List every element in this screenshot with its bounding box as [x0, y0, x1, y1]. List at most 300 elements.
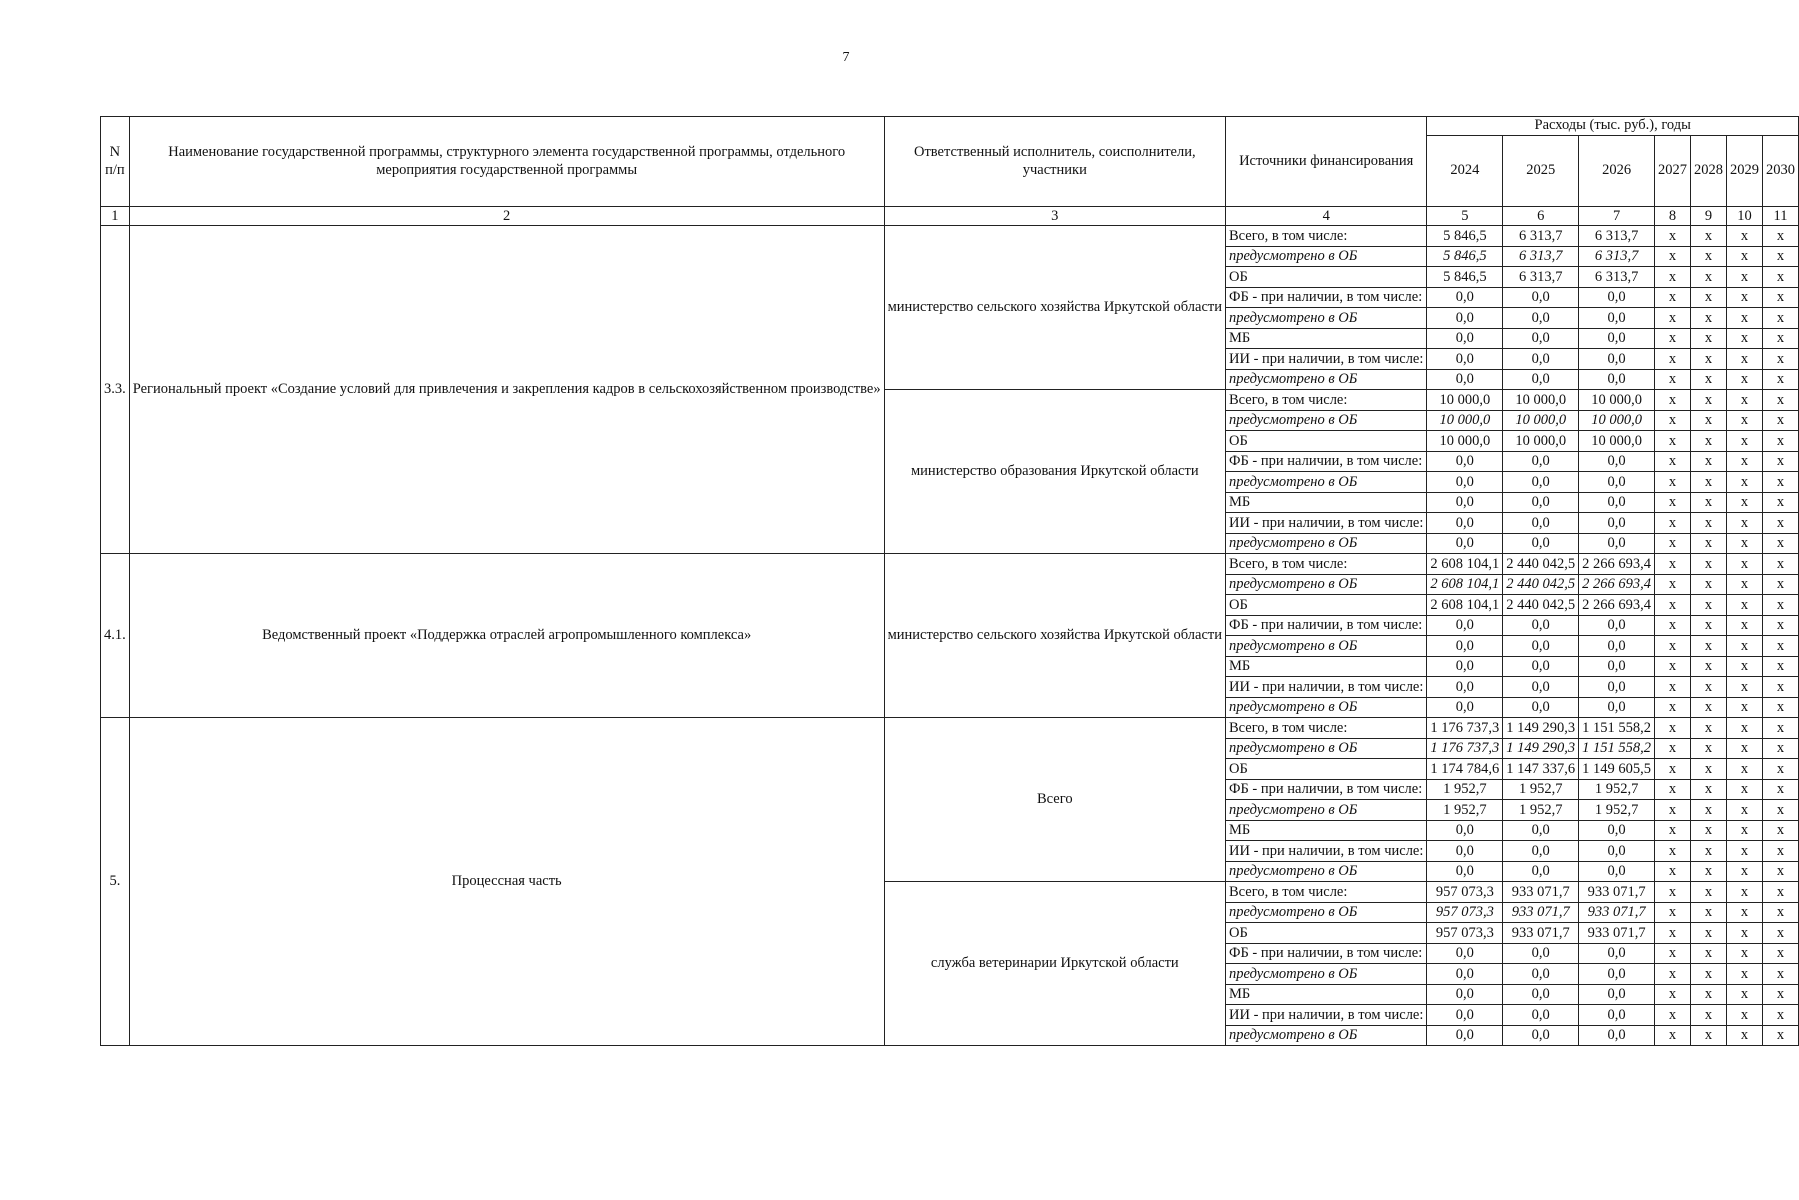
na-cell: x: [1727, 800, 1763, 821]
amount-cell: 0,0: [1427, 472, 1503, 493]
header-name: Наименование государственной программы, структурного элемента государственной программы, отдельного мероприятия государственной программы: [129, 117, 884, 207]
na-cell: x: [1763, 984, 1799, 1005]
amount-cell: 5 846,5: [1427, 226, 1503, 247]
na-cell: x: [1763, 574, 1799, 595]
funding-source: предусмотрено в ОБ: [1226, 697, 1427, 718]
na-cell: x: [1691, 697, 1727, 718]
amount-cell: 0,0: [1427, 943, 1503, 964]
amount-cell: 0,0: [1579, 492, 1655, 513]
na-cell: x: [1655, 800, 1691, 821]
funding-source: ОБ: [1226, 431, 1427, 452]
section-name: Процессная часть: [129, 718, 884, 1046]
na-cell: x: [1655, 636, 1691, 657]
na-cell: x: [1655, 1005, 1691, 1026]
column-number: 11: [1763, 207, 1799, 226]
amount-cell: 10 000,0: [1579, 431, 1655, 452]
na-cell: x: [1655, 779, 1691, 800]
na-cell: x: [1655, 656, 1691, 677]
amount-cell: 0,0: [1427, 349, 1503, 370]
na-cell: x: [1763, 554, 1799, 575]
section-name: Региональный проект «Создание условий для привлечения и закрепления кадров в сельскохозяйственном производстве»: [129, 226, 884, 554]
na-cell: x: [1727, 697, 1763, 718]
na-cell: x: [1691, 1025, 1727, 1046]
funding-source: предусмотрено в ОБ: [1226, 861, 1427, 882]
funding-source: ИИ - при наличии, в том числе:: [1226, 513, 1427, 534]
funding-source: ОБ: [1226, 267, 1427, 288]
amount-cell: 2 266 693,4: [1579, 595, 1655, 616]
amount-cell: 0,0: [1579, 656, 1655, 677]
amount-cell: 10 000,0: [1503, 431, 1579, 452]
amount-cell: 0,0: [1579, 820, 1655, 841]
na-cell: x: [1763, 964, 1799, 985]
amount-cell: 0,0: [1579, 349, 1655, 370]
na-cell: x: [1727, 718, 1763, 739]
na-cell: x: [1655, 226, 1691, 247]
header-executor: Ответственный исполнитель, соисполнители, участники: [884, 117, 1225, 207]
amount-cell: 933 071,7: [1579, 882, 1655, 903]
na-cell: x: [1727, 451, 1763, 472]
budget-table: [100, 116, 1799, 1046]
amount-cell: 0,0: [1427, 492, 1503, 513]
funding-source: предусмотрено в ОБ: [1226, 902, 1427, 923]
funding-source: предусмотрено в ОБ: [1226, 472, 1427, 493]
na-cell: x: [1655, 943, 1691, 964]
amount-cell: 0,0: [1427, 287, 1503, 308]
na-cell: x: [1655, 964, 1691, 985]
na-cell: x: [1763, 779, 1799, 800]
header-no: N п/п: [101, 117, 130, 207]
na-cell: x: [1763, 533, 1799, 554]
na-cell: x: [1655, 267, 1691, 288]
na-cell: x: [1727, 246, 1763, 267]
na-cell: x: [1727, 472, 1763, 493]
na-cell: x: [1727, 349, 1763, 370]
header-year: 2029: [1727, 136, 1763, 207]
na-cell: x: [1727, 636, 1763, 657]
amount-cell: 0,0: [1579, 677, 1655, 698]
amount-cell: 0,0: [1503, 984, 1579, 1005]
amount-cell: 1 952,7: [1503, 800, 1579, 821]
amount-cell: 0,0: [1427, 636, 1503, 657]
amount-cell: 0,0: [1579, 451, 1655, 472]
amount-cell: 0,0: [1503, 533, 1579, 554]
funding-source: ФБ - при наличии, в том числе:: [1226, 779, 1427, 800]
amount-cell: 1 176 737,3: [1427, 718, 1503, 739]
amount-cell: 0,0: [1427, 1025, 1503, 1046]
na-cell: x: [1727, 1005, 1763, 1026]
amount-cell: 0,0: [1579, 1025, 1655, 1046]
funding-source: ФБ - при наличии, в том числе:: [1226, 943, 1427, 964]
funding-source: предусмотрено в ОБ: [1226, 574, 1427, 595]
amount-cell: 1 149 290,3: [1503, 738, 1579, 759]
na-cell: x: [1727, 287, 1763, 308]
funding-source: предусмотрено в ОБ: [1226, 1025, 1427, 1046]
na-cell: x: [1727, 984, 1763, 1005]
na-cell: x: [1727, 964, 1763, 985]
amount-cell: 0,0: [1579, 513, 1655, 534]
na-cell: x: [1691, 615, 1727, 636]
na-cell: x: [1763, 677, 1799, 698]
amount-cell: 0,0: [1579, 984, 1655, 1005]
na-cell: x: [1727, 554, 1763, 575]
funding-source: МБ: [1226, 656, 1427, 677]
na-cell: x: [1691, 390, 1727, 411]
na-cell: x: [1763, 513, 1799, 534]
amount-cell: 0,0: [1427, 615, 1503, 636]
amount-cell: 10 000,0: [1427, 431, 1503, 452]
na-cell: x: [1763, 472, 1799, 493]
amount-cell: 5 846,5: [1427, 267, 1503, 288]
funding-source: Всего, в том числе:: [1226, 390, 1427, 411]
na-cell: x: [1655, 677, 1691, 698]
na-cell: x: [1655, 492, 1691, 513]
na-cell: x: [1727, 861, 1763, 882]
amount-cell: 0,0: [1503, 861, 1579, 882]
amount-cell: 1 176 737,3: [1427, 738, 1503, 759]
na-cell: x: [1727, 513, 1763, 534]
column-number: 10: [1727, 207, 1763, 226]
funding-source: предусмотрено в ОБ: [1226, 246, 1427, 267]
na-cell: x: [1655, 308, 1691, 329]
na-cell: x: [1655, 287, 1691, 308]
amount-cell: 10 000,0: [1579, 410, 1655, 431]
table-row: [101, 554, 1799, 575]
na-cell: x: [1691, 595, 1727, 616]
funding-source: ИИ - при наличии, в том числе:: [1226, 1005, 1427, 1026]
column-number: 1: [101, 207, 130, 226]
na-cell: x: [1691, 984, 1727, 1005]
na-cell: x: [1691, 759, 1727, 780]
na-cell: x: [1655, 1025, 1691, 1046]
amount-cell: 0,0: [1503, 492, 1579, 513]
amount-cell: 0,0: [1503, 841, 1579, 862]
na-cell: x: [1655, 984, 1691, 1005]
amount-cell: 0,0: [1427, 533, 1503, 554]
amount-cell: 0,0: [1427, 369, 1503, 390]
column-number: 7: [1579, 207, 1655, 226]
na-cell: x: [1655, 841, 1691, 862]
na-cell: x: [1763, 882, 1799, 903]
amount-cell: 957 073,3: [1427, 882, 1503, 903]
na-cell: x: [1655, 615, 1691, 636]
na-cell: x: [1655, 554, 1691, 575]
amount-cell: 0,0: [1579, 943, 1655, 964]
amount-cell: 0,0: [1503, 677, 1579, 698]
na-cell: x: [1727, 492, 1763, 513]
funding-source: предусмотрено в ОБ: [1226, 369, 1427, 390]
amount-cell: 10 000,0: [1427, 410, 1503, 431]
amount-cell: 1 151 558,2: [1579, 738, 1655, 759]
na-cell: x: [1763, 656, 1799, 677]
amount-cell: 0,0: [1503, 1025, 1579, 1046]
na-cell: x: [1763, 328, 1799, 349]
na-cell: x: [1763, 923, 1799, 944]
amount-cell: 0,0: [1579, 841, 1655, 862]
amount-cell: 1 149 290,3: [1503, 718, 1579, 739]
funding-source: ИИ - при наличии, в том числе:: [1226, 677, 1427, 698]
amount-cell: 0,0: [1503, 697, 1579, 718]
amount-cell: 2 608 104,1: [1427, 574, 1503, 595]
section-number: 4.1.: [101, 554, 130, 718]
na-cell: x: [1727, 779, 1763, 800]
amount-cell: 0,0: [1427, 697, 1503, 718]
funding-source: МБ: [1226, 492, 1427, 513]
na-cell: x: [1655, 759, 1691, 780]
amount-cell: 2 440 042,5: [1503, 595, 1579, 616]
na-cell: x: [1691, 349, 1727, 370]
amount-cell: 957 073,3: [1427, 923, 1503, 944]
funding-source: ИИ - при наличии, в том числе:: [1226, 841, 1427, 862]
na-cell: x: [1691, 554, 1727, 575]
na-cell: x: [1691, 677, 1727, 698]
column-number: 4: [1226, 207, 1427, 226]
na-cell: x: [1691, 492, 1727, 513]
na-cell: x: [1763, 390, 1799, 411]
amount-cell: 0,0: [1427, 1005, 1503, 1026]
na-cell: x: [1727, 615, 1763, 636]
funding-source: ИИ - при наличии, в том числе:: [1226, 349, 1427, 370]
na-cell: x: [1763, 1025, 1799, 1046]
na-cell: x: [1727, 595, 1763, 616]
amount-cell: 0,0: [1503, 328, 1579, 349]
amount-cell: 0,0: [1427, 451, 1503, 472]
na-cell: x: [1655, 738, 1691, 759]
na-cell: x: [1763, 246, 1799, 267]
na-cell: x: [1691, 533, 1727, 554]
na-cell: x: [1691, 369, 1727, 390]
amount-cell: 2 440 042,5: [1503, 574, 1579, 595]
na-cell: x: [1763, 943, 1799, 964]
na-cell: x: [1727, 369, 1763, 390]
page-number: 7: [842, 50, 850, 65]
funding-source: ФБ - при наличии, в том числе:: [1226, 287, 1427, 308]
amount-cell: 1 147 337,6: [1503, 759, 1579, 780]
na-cell: x: [1727, 738, 1763, 759]
na-cell: x: [1691, 431, 1727, 452]
amount-cell: 0,0: [1427, 820, 1503, 841]
section-name: Ведомственный проект «Поддержка отраслей агропромышленного комплекса»: [129, 554, 884, 718]
funding-source: предусмотрено в ОБ: [1226, 533, 1427, 554]
funding-source: ФБ - при наличии, в том числе:: [1226, 451, 1427, 472]
amount-cell: 10 000,0: [1503, 410, 1579, 431]
na-cell: x: [1727, 1025, 1763, 1046]
funding-source: Всего, в том числе:: [1226, 882, 1427, 903]
amount-cell: 1 952,7: [1503, 779, 1579, 800]
na-cell: x: [1655, 349, 1691, 370]
na-cell: x: [1763, 759, 1799, 780]
amount-cell: 1 151 558,2: [1579, 718, 1655, 739]
amount-cell: 0,0: [1579, 287, 1655, 308]
amount-cell: 0,0: [1427, 308, 1503, 329]
amount-cell: 0,0: [1503, 656, 1579, 677]
na-cell: x: [1763, 451, 1799, 472]
header-expenses: Расходы (тыс. руб.), годы: [1427, 117, 1799, 136]
amount-cell: 1 174 784,6: [1427, 759, 1503, 780]
amount-cell: 0,0: [1579, 636, 1655, 657]
na-cell: x: [1691, 574, 1727, 595]
header-year: 2030: [1763, 136, 1799, 207]
na-cell: x: [1727, 410, 1763, 431]
executor-cell: министерство сельского хозяйства Иркутской области: [884, 226, 1225, 390]
executor-cell: министерство образования Иркутской области: [884, 390, 1225, 554]
amount-cell: 6 313,7: [1503, 226, 1579, 247]
na-cell: x: [1655, 574, 1691, 595]
na-cell: x: [1691, 267, 1727, 288]
amount-cell: 0,0: [1579, 308, 1655, 329]
column-number: 2: [129, 207, 884, 226]
na-cell: x: [1691, 820, 1727, 841]
executor-cell: служба ветеринарии Иркутской области: [884, 882, 1225, 1046]
na-cell: x: [1655, 923, 1691, 944]
header-year: 2027: [1655, 136, 1691, 207]
funding-source: предусмотрено в ОБ: [1226, 964, 1427, 985]
amount-cell: 0,0: [1427, 513, 1503, 534]
amount-cell: 6 313,7: [1503, 246, 1579, 267]
table-row: [101, 718, 1799, 739]
na-cell: x: [1655, 718, 1691, 739]
na-cell: x: [1655, 533, 1691, 554]
amount-cell: 933 071,7: [1503, 882, 1579, 903]
column-number: 8: [1655, 207, 1691, 226]
column-number: 5: [1427, 207, 1503, 226]
table-body: [101, 226, 1799, 1046]
amount-cell: 0,0: [1579, 964, 1655, 985]
amount-cell: 6 313,7: [1579, 226, 1655, 247]
na-cell: x: [1655, 390, 1691, 411]
na-cell: x: [1763, 841, 1799, 862]
amount-cell: 1 952,7: [1427, 779, 1503, 800]
na-cell: x: [1727, 390, 1763, 411]
amount-cell: 2 266 693,4: [1579, 574, 1655, 595]
na-cell: x: [1727, 759, 1763, 780]
na-cell: x: [1763, 902, 1799, 923]
na-cell: x: [1727, 882, 1763, 903]
funding-source: предусмотрено в ОБ: [1226, 410, 1427, 431]
na-cell: x: [1763, 431, 1799, 452]
header-year: 2025: [1503, 136, 1579, 207]
na-cell: x: [1763, 267, 1799, 288]
amount-cell: 1 952,7: [1579, 800, 1655, 821]
na-cell: x: [1727, 328, 1763, 349]
na-cell: x: [1727, 308, 1763, 329]
amount-cell: 0,0: [1427, 328, 1503, 349]
na-cell: x: [1691, 636, 1727, 657]
amount-cell: 0,0: [1579, 533, 1655, 554]
na-cell: x: [1655, 882, 1691, 903]
amount-cell: 0,0: [1427, 656, 1503, 677]
amount-cell: 0,0: [1503, 308, 1579, 329]
na-cell: x: [1691, 882, 1727, 903]
na-cell: x: [1763, 492, 1799, 513]
amount-cell: 0,0: [1503, 964, 1579, 985]
column-number-row: [101, 207, 1799, 226]
funding-source: МБ: [1226, 820, 1427, 841]
amount-cell: 10 000,0: [1503, 390, 1579, 411]
na-cell: x: [1691, 226, 1727, 247]
amount-cell: 6 313,7: [1579, 246, 1655, 267]
executor-cell: Всего: [884, 718, 1225, 882]
amount-cell: 2 440 042,5: [1503, 554, 1579, 575]
na-cell: x: [1763, 1005, 1799, 1026]
amount-cell: 0,0: [1427, 964, 1503, 985]
na-cell: x: [1691, 841, 1727, 862]
amount-cell: 0,0: [1503, 636, 1579, 657]
na-cell: x: [1655, 820, 1691, 841]
na-cell: x: [1655, 595, 1691, 616]
column-number: 9: [1691, 207, 1727, 226]
na-cell: x: [1727, 677, 1763, 698]
na-cell: x: [1727, 820, 1763, 841]
na-cell: x: [1763, 226, 1799, 247]
amount-cell: 0,0: [1503, 451, 1579, 472]
amount-cell: 0,0: [1579, 615, 1655, 636]
section-number: 3.3.: [101, 226, 130, 554]
na-cell: x: [1727, 226, 1763, 247]
column-number: 6: [1503, 207, 1579, 226]
na-cell: x: [1727, 431, 1763, 452]
na-cell: x: [1655, 328, 1691, 349]
na-cell: x: [1763, 820, 1799, 841]
na-cell: x: [1691, 964, 1727, 985]
na-cell: x: [1691, 451, 1727, 472]
amount-cell: 0,0: [1503, 943, 1579, 964]
amount-cell: 933 071,7: [1579, 902, 1655, 923]
na-cell: x: [1727, 943, 1763, 964]
na-cell: x: [1655, 431, 1691, 452]
amount-cell: 0,0: [1503, 349, 1579, 370]
na-cell: x: [1763, 349, 1799, 370]
header-year: 2024: [1427, 136, 1503, 207]
amount-cell: 0,0: [1579, 697, 1655, 718]
funding-source: Всего, в том числе:: [1226, 554, 1427, 575]
amount-cell: 5 846,5: [1427, 246, 1503, 267]
amount-cell: 6 313,7: [1503, 267, 1579, 288]
na-cell: x: [1691, 718, 1727, 739]
na-cell: x: [1763, 738, 1799, 759]
na-cell: x: [1763, 861, 1799, 882]
funding-source: ОБ: [1226, 595, 1427, 616]
amount-cell: 0,0: [1503, 513, 1579, 534]
na-cell: x: [1655, 410, 1691, 431]
header-source: Источники финансирования: [1226, 117, 1427, 207]
amount-cell: 0,0: [1579, 472, 1655, 493]
amount-cell: 0,0: [1579, 328, 1655, 349]
na-cell: x: [1655, 369, 1691, 390]
amount-cell: 0,0: [1579, 369, 1655, 390]
funding-source: ОБ: [1226, 923, 1427, 944]
funding-source: предусмотрено в ОБ: [1226, 636, 1427, 657]
section-number: 5.: [101, 718, 130, 1046]
amount-cell: 933 071,7: [1579, 923, 1655, 944]
na-cell: x: [1691, 328, 1727, 349]
amount-cell: 2 608 104,1: [1427, 595, 1503, 616]
column-number: 3: [884, 207, 1225, 226]
na-cell: x: [1763, 718, 1799, 739]
na-cell: x: [1655, 451, 1691, 472]
na-cell: x: [1691, 738, 1727, 759]
amount-cell: 933 071,7: [1503, 923, 1579, 944]
funding-source: МБ: [1226, 984, 1427, 1005]
na-cell: x: [1763, 308, 1799, 329]
na-cell: x: [1691, 861, 1727, 882]
na-cell: x: [1691, 800, 1727, 821]
amount-cell: 1 952,7: [1579, 779, 1655, 800]
na-cell: x: [1691, 902, 1727, 923]
amount-cell: 10 000,0: [1427, 390, 1503, 411]
amount-cell: 1 952,7: [1427, 800, 1503, 821]
na-cell: x: [1655, 246, 1691, 267]
na-cell: x: [1691, 246, 1727, 267]
